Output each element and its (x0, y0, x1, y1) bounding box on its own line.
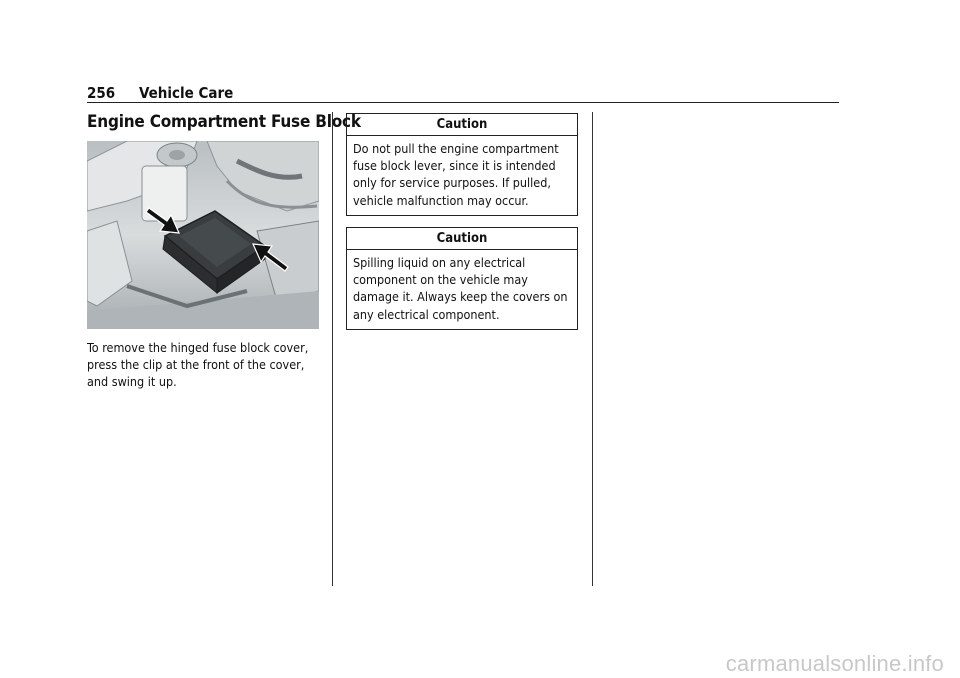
caution-title: Caution (347, 228, 577, 250)
fuse-block-photo (87, 141, 319, 329)
section-title: Vehicle Care (139, 84, 234, 102)
caution-box-1 (346, 113, 578, 216)
caution-title: Caution (347, 114, 577, 136)
caution-text: Do not pull the engine compartment fuse block lever, since it is intended only for service purposes. If pulled, vehicle malfunction may occur. (353, 141, 559, 208)
section-heading: Engine Compartment Fuse Block (87, 112, 361, 132)
page-number: 256 (87, 84, 116, 102)
caution-text: Spilling liquid on any electrical component on the vehicle may damage it. Always keep the covers on any electrical component. (353, 255, 568, 322)
page-header (87, 84, 839, 103)
caution-box-2 (346, 227, 578, 330)
column-divider-right (592, 112, 593, 586)
engine-bay-illustration (87, 141, 319, 329)
body-paragraph: To remove the hinged fuse block cover, press the clip at the front of the cover, and swing it up. (87, 340, 309, 390)
watermark: carmanualsonline.info (725, 651, 944, 676)
column-divider-left (332, 112, 333, 586)
